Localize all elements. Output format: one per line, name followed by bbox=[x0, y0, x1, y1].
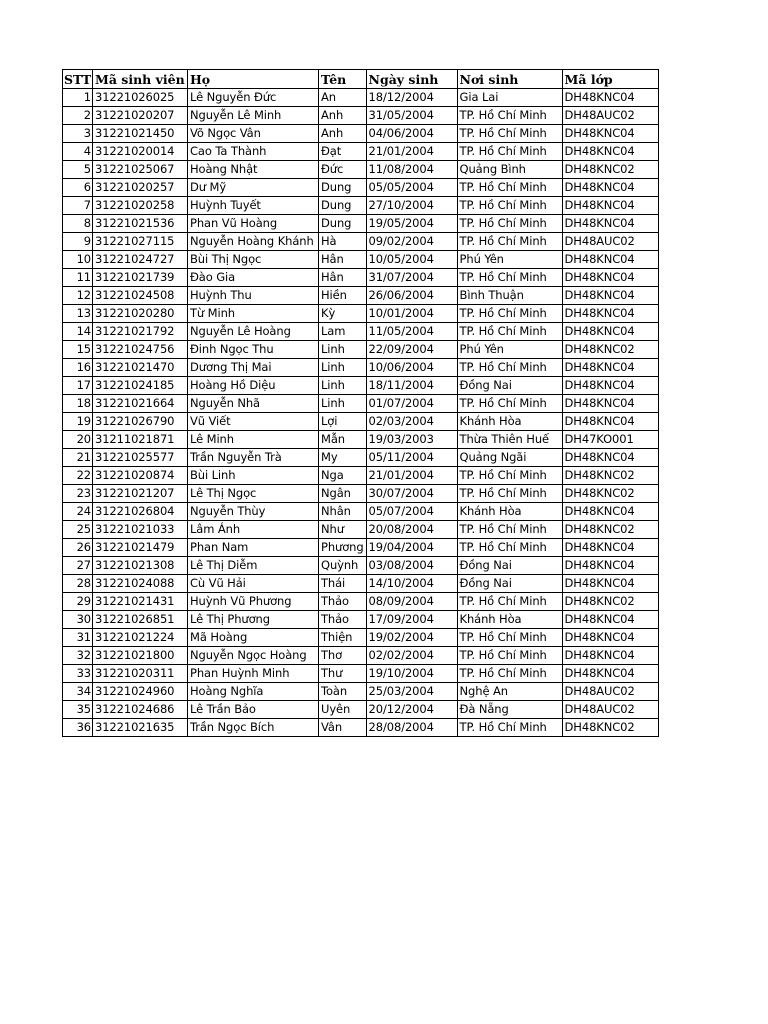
cell-stt: 9 bbox=[63, 233, 93, 251]
cell-class-code: DH47KO001 bbox=[562, 431, 658, 449]
header-stt: STT bbox=[64, 71, 92, 87]
cell-birth-place: TP. Hồ Chí Minh bbox=[457, 395, 562, 413]
cell-student-id: 31221026025 bbox=[93, 89, 188, 107]
cell-birth-date: 19/10/2004 bbox=[366, 665, 457, 683]
cell-student-id: 31221020311 bbox=[93, 665, 188, 683]
table-row bbox=[63, 323, 659, 341]
cell-stt: 36 bbox=[63, 719, 93, 737]
cell-class-code: DH48KNC04 bbox=[562, 503, 658, 521]
cell-class-code: DH48AUC02 bbox=[562, 683, 658, 701]
table-row bbox=[63, 557, 659, 575]
cell-first-name: Linh bbox=[319, 341, 367, 359]
cell-stt: 23 bbox=[63, 485, 93, 503]
cell-last-name: Bùi Thị Ngọc bbox=[188, 251, 319, 269]
cell-birth-place: Khánh Hòa bbox=[457, 503, 562, 521]
cell-stt: 35 bbox=[63, 701, 93, 719]
cell-first-name: Đức bbox=[319, 161, 367, 179]
cell-last-name: Võ Ngọc Vân bbox=[188, 125, 319, 143]
cell-first-name: Hà bbox=[319, 233, 367, 251]
header-student-id: Mã sinh viên bbox=[93, 70, 188, 89]
cell-class-code: DH48AUC02 bbox=[562, 701, 658, 719]
cell-birth-place: Bình Thuận bbox=[457, 287, 562, 305]
cell-first-name: Thư bbox=[319, 665, 367, 683]
cell-class-code: DH48KNC04 bbox=[562, 377, 658, 395]
cell-stt: 1 bbox=[63, 89, 93, 107]
cell-last-name: Cao Ta Thành bbox=[188, 143, 319, 161]
cell-last-name: Mã Hoàng bbox=[188, 629, 319, 647]
cell-class-code: DH48KNC04 bbox=[562, 197, 658, 215]
cell-student-id: 31221020280 bbox=[93, 305, 188, 323]
cell-last-name: Nguyễn Lê Hoàng bbox=[188, 323, 319, 341]
cell-last-name: Dư Mỹ bbox=[188, 179, 319, 197]
cell-class-code: DH48KNC02 bbox=[562, 521, 658, 539]
cell-birth-place: TP. Hồ Chí Minh bbox=[457, 269, 562, 287]
cell-first-name: Linh bbox=[319, 359, 367, 377]
cell-last-name: Hoàng Nhật bbox=[188, 161, 319, 179]
cell-birth-place: TP. Hồ Chí Minh bbox=[457, 125, 562, 143]
cell-birth-place: TP. Hồ Chí Minh bbox=[457, 467, 562, 485]
table-row bbox=[63, 143, 659, 161]
cell-last-name: Phan Vũ Hoàng bbox=[188, 215, 319, 233]
table-row bbox=[63, 233, 659, 251]
table-row bbox=[63, 719, 659, 737]
cell-birth-date: 20/12/2004 bbox=[366, 701, 457, 719]
cell-stt: 2 bbox=[63, 107, 93, 125]
cell-birth-date: 18/11/2004 bbox=[366, 377, 457, 395]
cell-birth-date: 05/11/2004 bbox=[366, 449, 457, 467]
cell-last-name: Lâm Ánh bbox=[188, 521, 319, 539]
cell-stt: 20 bbox=[63, 431, 93, 449]
cell-last-name: Trần Ngọc Bích bbox=[188, 719, 319, 737]
cell-birth-place: TP. Hồ Chí Minh bbox=[457, 647, 562, 665]
cell-last-name: Lê Nguyễn Đức bbox=[188, 89, 319, 107]
cell-stt: 7 bbox=[63, 197, 93, 215]
cell-first-name: Ngân bbox=[319, 485, 367, 503]
cell-student-id: 31221026804 bbox=[93, 503, 188, 521]
cell-birth-date: 10/05/2004 bbox=[366, 251, 457, 269]
cell-first-name: Hân bbox=[319, 251, 367, 269]
table-row bbox=[63, 593, 659, 611]
cell-class-code: DH48KNC04 bbox=[562, 269, 658, 287]
table-row bbox=[63, 629, 659, 647]
cell-last-name: Huỳnh Tuyết bbox=[188, 197, 319, 215]
cell-first-name: Anh bbox=[319, 107, 367, 125]
cell-last-name: Nguyễn Hoàng Khánh bbox=[188, 233, 319, 251]
cell-birth-date: 25/03/2004 bbox=[366, 683, 457, 701]
cell-student-id: 31221026790 bbox=[93, 413, 188, 431]
cell-student-id: 31221024756 bbox=[93, 341, 188, 359]
cell-birth-date: 22/09/2004 bbox=[366, 341, 457, 359]
cell-birth-date: 31/05/2004 bbox=[366, 107, 457, 125]
cell-class-code: DH48KNC04 bbox=[562, 647, 658, 665]
cell-stt: 17 bbox=[63, 377, 93, 395]
cell-stt: 16 bbox=[63, 359, 93, 377]
cell-student-id: 31221021033 bbox=[93, 521, 188, 539]
cell-last-name: Huỳnh Vũ Phương bbox=[188, 593, 319, 611]
cell-first-name: Thái bbox=[319, 575, 367, 593]
cell-first-name: Thảo bbox=[319, 593, 367, 611]
table-row bbox=[63, 107, 659, 125]
cell-birth-date: 19/02/2004 bbox=[366, 629, 457, 647]
table-row bbox=[63, 125, 659, 143]
table-row bbox=[63, 611, 659, 629]
cell-stt: 32 bbox=[63, 647, 93, 665]
table-row bbox=[63, 179, 659, 197]
cell-class-code: DH48KNC04 bbox=[562, 629, 658, 647]
cell-birth-date: 11/08/2004 bbox=[366, 161, 457, 179]
table-row bbox=[63, 539, 659, 557]
cell-student-id: 31221024508 bbox=[93, 287, 188, 305]
cell-first-name: Thảo bbox=[319, 611, 367, 629]
cell-stt: 27 bbox=[63, 557, 93, 575]
cell-last-name: Lê Trần Bảo bbox=[188, 701, 319, 719]
cell-birth-place: TP. Hồ Chí Minh bbox=[457, 593, 562, 611]
cell-birth-date: 21/01/2004 bbox=[366, 467, 457, 485]
cell-birth-date: 19/03/2003 bbox=[366, 431, 457, 449]
cell-class-code: DH48KNC04 bbox=[562, 323, 658, 341]
cell-birth-date: 11/05/2004 bbox=[366, 323, 457, 341]
cell-birth-date: 04/06/2004 bbox=[366, 125, 457, 143]
cell-first-name: Dung bbox=[319, 215, 367, 233]
cell-birth-date: 27/10/2004 bbox=[366, 197, 457, 215]
cell-class-code: DH48KNC04 bbox=[562, 125, 658, 143]
cell-class-code: DH48KNC02 bbox=[562, 467, 658, 485]
cell-class-code: DH48KNC02 bbox=[562, 161, 658, 179]
cell-first-name: Thơ bbox=[319, 647, 367, 665]
cell-birth-date: 18/12/2004 bbox=[366, 89, 457, 107]
cell-birth-place: Phú Yên bbox=[457, 341, 562, 359]
cell-student-id: 31221020874 bbox=[93, 467, 188, 485]
cell-first-name: Vân bbox=[319, 719, 367, 737]
cell-first-name: Mẫn bbox=[319, 431, 367, 449]
table-row bbox=[63, 251, 659, 269]
cell-stt: 13 bbox=[63, 305, 93, 323]
cell-class-code: DH48AUC02 bbox=[562, 107, 658, 125]
table-row bbox=[63, 197, 659, 215]
cell-stt: 18 bbox=[63, 395, 93, 413]
cell-student-id: 31221021431 bbox=[93, 593, 188, 611]
cell-stt: 28 bbox=[63, 575, 93, 593]
cell-stt: 34 bbox=[63, 683, 93, 701]
cell-first-name: Lam bbox=[319, 323, 367, 341]
header-first-name: Tên bbox=[319, 70, 367, 89]
cell-birth-date: 20/08/2004 bbox=[366, 521, 457, 539]
cell-stt: 15 bbox=[63, 341, 93, 359]
cell-student-id: 31221020258 bbox=[93, 197, 188, 215]
cell-birth-date: 05/07/2004 bbox=[366, 503, 457, 521]
cell-stt: 19 bbox=[63, 413, 93, 431]
cell-birth-place: TP. Hồ Chí Minh bbox=[457, 323, 562, 341]
table-row bbox=[63, 665, 659, 683]
cell-student-id: 31221025577 bbox=[93, 449, 188, 467]
cell-first-name: Kỳ bbox=[319, 305, 367, 323]
cell-birth-date: 09/02/2004 bbox=[366, 233, 457, 251]
cell-birth-date: 02/02/2004 bbox=[366, 647, 457, 665]
cell-last-name: Dương Thị Mai bbox=[188, 359, 319, 377]
cell-stt: 5 bbox=[63, 161, 93, 179]
table-row bbox=[63, 341, 659, 359]
cell-student-id: 31221021308 bbox=[93, 557, 188, 575]
cell-stt: 22 bbox=[63, 467, 93, 485]
cell-student-id: 31221021635 bbox=[93, 719, 188, 737]
cell-birth-place: TP. Hồ Chí Minh bbox=[457, 359, 562, 377]
table-row bbox=[63, 485, 659, 503]
cell-class-code: DH48KNC04 bbox=[562, 251, 658, 269]
cell-stt: 30 bbox=[63, 611, 93, 629]
cell-last-name: Bùi Linh bbox=[188, 467, 319, 485]
cell-birth-place: Khánh Hòa bbox=[457, 413, 562, 431]
cell-first-name: Uyên bbox=[319, 701, 367, 719]
cell-student-id: 31221021536 bbox=[93, 215, 188, 233]
cell-class-code: DH48KNC02 bbox=[562, 341, 658, 359]
cell-student-id: 31221026851 bbox=[93, 611, 188, 629]
cell-class-code: DH48KNC04 bbox=[562, 359, 658, 377]
cell-birth-date: 10/01/2004 bbox=[366, 305, 457, 323]
cell-stt: 4 bbox=[63, 143, 93, 161]
cell-student-id: 31221021792 bbox=[93, 323, 188, 341]
cell-birth-place: TP. Hồ Chí Minh bbox=[457, 143, 562, 161]
cell-birth-place: TP. Hồ Chí Minh bbox=[457, 197, 562, 215]
cell-birth-place: Đà Nẵng bbox=[457, 701, 562, 719]
table-row bbox=[63, 89, 659, 107]
cell-birth-place: Đồng Nai bbox=[457, 377, 562, 395]
table-row bbox=[63, 449, 659, 467]
table-row bbox=[63, 287, 659, 305]
cell-stt: 8 bbox=[63, 215, 93, 233]
cell-first-name: Anh bbox=[319, 125, 367, 143]
cell-class-code: DH48KNC02 bbox=[562, 593, 658, 611]
cell-birth-date: 02/03/2004 bbox=[366, 413, 457, 431]
cell-student-id: 31221021450 bbox=[93, 125, 188, 143]
cell-class-code: DH48KNC04 bbox=[562, 575, 658, 593]
cell-birth-place: TP. Hồ Chí Minh bbox=[457, 485, 562, 503]
cell-class-code: DH48KNC04 bbox=[562, 395, 658, 413]
table-row bbox=[63, 305, 659, 323]
cell-class-code: DH48KNC04 bbox=[562, 215, 658, 233]
cell-birth-date: 31/07/2004 bbox=[366, 269, 457, 287]
header-birth-place: Nơi sinh bbox=[457, 70, 562, 89]
cell-birth-place: Nghệ An bbox=[457, 683, 562, 701]
table-row bbox=[63, 521, 659, 539]
cell-first-name: Phương bbox=[319, 539, 367, 557]
cell-birth-date: 19/04/2004 bbox=[366, 539, 457, 557]
cell-first-name: Như bbox=[319, 521, 367, 539]
cell-stt: 11 bbox=[63, 269, 93, 287]
cell-class-code: DH48KNC04 bbox=[562, 557, 658, 575]
cell-last-name: Nguyễn Nhã bbox=[188, 395, 319, 413]
cell-student-id: 31221021224 bbox=[93, 629, 188, 647]
cell-student-id: 31221024960 bbox=[93, 683, 188, 701]
cell-first-name: Hân bbox=[319, 269, 367, 287]
cell-last-name: Lê Minh bbox=[188, 431, 319, 449]
table-row bbox=[63, 413, 659, 431]
cell-student-id: 31221021479 bbox=[93, 539, 188, 557]
cell-class-code: DH48KNC04 bbox=[562, 611, 658, 629]
cell-birth-date: 19/05/2004 bbox=[366, 215, 457, 233]
cell-stt: 26 bbox=[63, 539, 93, 557]
cell-class-code: DH48KNC04 bbox=[562, 539, 658, 557]
cell-birth-place: TP. Hồ Chí Minh bbox=[457, 719, 562, 737]
cell-stt: 33 bbox=[63, 665, 93, 683]
header-class-code: Mã lớp bbox=[562, 70, 658, 89]
cell-last-name: Vũ Viết bbox=[188, 413, 319, 431]
cell-birth-place: TP. Hồ Chí Minh bbox=[457, 107, 562, 125]
cell-birth-place: Phú Yên bbox=[457, 251, 562, 269]
cell-last-name: Trần Nguyễn Trà bbox=[188, 449, 319, 467]
cell-student-id: 31221021207 bbox=[93, 485, 188, 503]
cell-student-id: 31221024686 bbox=[93, 701, 188, 719]
cell-student-id: 31221024088 bbox=[93, 575, 188, 593]
cell-birth-place: TP. Hồ Chí Minh bbox=[457, 233, 562, 251]
cell-first-name: Dung bbox=[319, 179, 367, 197]
table-row bbox=[63, 161, 659, 179]
cell-first-name: Quỳnh bbox=[319, 557, 367, 575]
cell-student-id: 31221025067 bbox=[93, 161, 188, 179]
cell-first-name: Toàn bbox=[319, 683, 367, 701]
cell-birth-place: Quảng Ngãi bbox=[457, 449, 562, 467]
cell-birth-date: 21/01/2004 bbox=[366, 143, 457, 161]
cell-last-name: Huỳnh Thu bbox=[188, 287, 319, 305]
cell-student-id: 31221020014 bbox=[93, 143, 188, 161]
cell-first-name: Đạt bbox=[319, 143, 367, 161]
cell-last-name: Nguyễn Thùy bbox=[188, 503, 319, 521]
cell-birth-date: 08/09/2004 bbox=[366, 593, 457, 611]
cell-first-name: Linh bbox=[319, 377, 367, 395]
cell-class-code: DH48KNC04 bbox=[562, 665, 658, 683]
cell-birth-place: Đồng Nai bbox=[457, 557, 562, 575]
cell-birth-place: TP. Hồ Chí Minh bbox=[457, 215, 562, 233]
cell-class-code: DH48KNC04 bbox=[562, 449, 658, 467]
table-row bbox=[63, 647, 659, 665]
table-row bbox=[63, 395, 659, 413]
cell-last-name: Phan Nam bbox=[188, 539, 319, 557]
cell-last-name: Lê Thị Diễm bbox=[188, 557, 319, 575]
header-birth-date: Ngày sinh bbox=[366, 70, 457, 89]
cell-last-name: Đinh Ngọc Thu bbox=[188, 341, 319, 359]
student-table bbox=[62, 69, 659, 737]
cell-last-name: Hoàng Hồ Diệu bbox=[188, 377, 319, 395]
cell-birth-place: TP. Hồ Chí Minh bbox=[457, 179, 562, 197]
cell-birth-place: TP. Hồ Chí Minh bbox=[457, 665, 562, 683]
cell-birth-date: 10/06/2004 bbox=[366, 359, 457, 377]
cell-student-id: 31221020207 bbox=[93, 107, 188, 125]
cell-student-id: 31221024727 bbox=[93, 251, 188, 269]
cell-birth-place: Quảng Bình bbox=[457, 161, 562, 179]
cell-last-name: Nguyễn Ngọc Hoàng bbox=[188, 647, 319, 665]
cell-stt: 29 bbox=[63, 593, 93, 611]
cell-class-code: DH48KNC04 bbox=[562, 413, 658, 431]
cell-class-code: DH48KNC04 bbox=[562, 305, 658, 323]
cell-birth-date: 17/09/2004 bbox=[366, 611, 457, 629]
cell-class-code: DH48KNC04 bbox=[562, 179, 658, 197]
cell-stt: 10 bbox=[63, 251, 93, 269]
table-row bbox=[63, 503, 659, 521]
cell-birth-place: TP. Hồ Chí Minh bbox=[457, 305, 562, 323]
cell-student-id: 31221024185 bbox=[93, 377, 188, 395]
cell-class-code: DH48KNC04 bbox=[562, 287, 658, 305]
cell-first-name: Hiền bbox=[319, 287, 367, 305]
cell-birth-place: Thừa Thiên Huế bbox=[457, 431, 562, 449]
table-row bbox=[63, 269, 659, 287]
table-row bbox=[63, 683, 659, 701]
cell-birth-place: Khánh Hòa bbox=[457, 611, 562, 629]
cell-student-id: 31221021800 bbox=[93, 647, 188, 665]
cell-last-name: Nguyễn Lê Minh bbox=[188, 107, 319, 125]
cell-last-name: Hoàng Nghĩa bbox=[188, 683, 319, 701]
header-row bbox=[63, 70, 659, 89]
cell-student-id: 31221021739 bbox=[93, 269, 188, 287]
cell-birth-date: 28/08/2004 bbox=[366, 719, 457, 737]
cell-stt: 12 bbox=[63, 287, 93, 305]
header-last-name: Họ bbox=[188, 70, 319, 89]
cell-birth-place: TP. Hồ Chí Minh bbox=[457, 521, 562, 539]
table-row bbox=[63, 431, 659, 449]
cell-last-name: Cù Vũ Hải bbox=[188, 575, 319, 593]
cell-last-name: Lê Thị Ngọc bbox=[188, 485, 319, 503]
cell-birth-place: TP. Hồ Chí Minh bbox=[457, 539, 562, 557]
cell-class-code: DH48KNC04 bbox=[562, 143, 658, 161]
cell-birth-place: TP. Hồ Chí Minh bbox=[457, 629, 562, 647]
table-row bbox=[63, 377, 659, 395]
cell-birth-place: Gia Lai bbox=[457, 89, 562, 107]
cell-first-name: Nga bbox=[319, 467, 367, 485]
table-row bbox=[63, 701, 659, 719]
cell-student-id: 31211021871 bbox=[93, 431, 188, 449]
cell-birth-date: 01/07/2004 bbox=[366, 395, 457, 413]
table-row bbox=[63, 575, 659, 593]
cell-first-name: Lợi bbox=[319, 413, 367, 431]
cell-stt: 3 bbox=[63, 125, 93, 143]
cell-student-id: 31221021470 bbox=[93, 359, 188, 377]
table-row bbox=[63, 359, 659, 377]
cell-birth-date: 30/07/2004 bbox=[366, 485, 457, 503]
cell-first-name: My bbox=[319, 449, 367, 467]
cell-class-code: DH48KNC02 bbox=[562, 485, 658, 503]
cell-last-name: Từ Minh bbox=[188, 305, 319, 323]
cell-class-code: DH48KNC04 bbox=[562, 89, 658, 107]
cell-birth-date: 26/06/2004 bbox=[366, 287, 457, 305]
cell-stt: 14 bbox=[63, 323, 93, 341]
cell-first-name: Thiện bbox=[319, 629, 367, 647]
cell-stt: 6 bbox=[63, 179, 93, 197]
table-row bbox=[63, 215, 659, 233]
cell-student-id: 31221021664 bbox=[93, 395, 188, 413]
cell-student-id: 31221020257 bbox=[93, 179, 188, 197]
cell-stt: 21 bbox=[63, 449, 93, 467]
cell-birth-date: 14/10/2004 bbox=[366, 575, 457, 593]
cell-first-name: An bbox=[319, 89, 367, 107]
cell-first-name: Nhân bbox=[319, 503, 367, 521]
cell-birth-date: 03/08/2004 bbox=[366, 557, 457, 575]
cell-first-name: Dung bbox=[319, 197, 367, 215]
cell-stt: 24 bbox=[63, 503, 93, 521]
cell-student-id: 31221027115 bbox=[93, 233, 188, 251]
cell-first-name: Linh bbox=[319, 395, 367, 413]
table-row bbox=[63, 467, 659, 485]
cell-class-code: DH48KNC02 bbox=[562, 719, 658, 737]
cell-last-name: Phan Huỳnh Minh bbox=[188, 665, 319, 683]
cell-class-code: DH48AUC02 bbox=[562, 233, 658, 251]
cell-stt: 31 bbox=[63, 629, 93, 647]
cell-stt: 25 bbox=[63, 521, 93, 539]
cell-last-name: Lê Thị Phương bbox=[188, 611, 319, 629]
cell-last-name: Đào Gia bbox=[188, 269, 319, 287]
cell-birth-place: Đồng Nai bbox=[457, 575, 562, 593]
cell-birth-date: 05/05/2004 bbox=[366, 179, 457, 197]
